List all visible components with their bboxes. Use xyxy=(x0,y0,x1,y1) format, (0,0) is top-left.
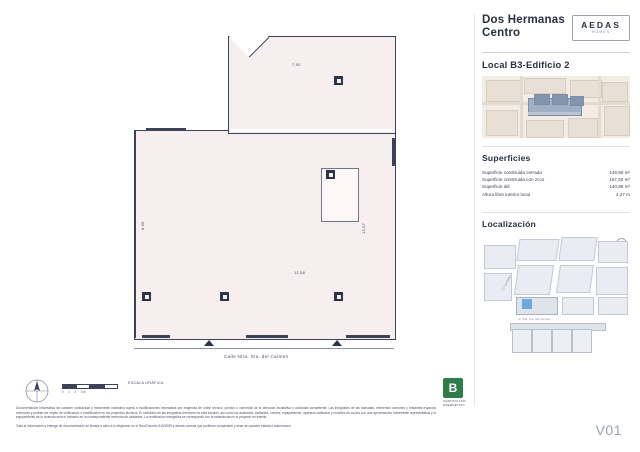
street-line xyxy=(134,348,394,349)
facade-opening xyxy=(246,335,288,338)
brand-header xyxy=(482,14,630,48)
project-name-line1: Dos Hermanas xyxy=(482,14,565,26)
aerial-render xyxy=(482,76,630,138)
plan-version-code: V01 xyxy=(595,422,622,438)
aedas-logo-text: AEDAS xyxy=(581,20,621,30)
facade-opening xyxy=(146,128,186,131)
table-row xyxy=(482,176,630,183)
column xyxy=(334,292,343,301)
map-street-label: C/ Canónigo xyxy=(500,274,512,292)
legal-paragraph-2: Toda la información y entrega de documentación se llevará a cabo a lo dispuesto en el Real Decreto 515/1989 y demás normas que pudieran completarlo y sean de carácter estatal o autonómico. xyxy=(16,423,292,428)
location-title: Localización xyxy=(482,218,536,229)
divider-location xyxy=(482,212,630,213)
scale-caption: ESCALA GRÁFICA xyxy=(128,381,164,385)
scale-tick-2: 2 xyxy=(74,390,77,394)
scale-tick-0: 0 xyxy=(62,390,64,394)
compass-icon xyxy=(24,378,50,404)
column xyxy=(142,292,151,301)
map-street-label: C/ Vda. Sra. del Carmen xyxy=(518,316,551,321)
table-row xyxy=(482,191,630,198)
dimension-left: 8,66 xyxy=(140,221,145,230)
facade-opening xyxy=(142,335,170,338)
surface-value: 167,60 m² xyxy=(609,177,630,183)
surface-value: 149,60 m² xyxy=(609,170,630,176)
divider-top xyxy=(482,52,630,53)
facade-opening xyxy=(392,138,395,166)
dimension-top: 7,92 xyxy=(292,62,301,67)
project-name xyxy=(482,14,565,40)
floor-plan xyxy=(16,18,468,368)
surface-label: Superficie construida cerrada xyxy=(482,170,542,176)
legal-disclaimer xyxy=(16,406,436,432)
column xyxy=(334,76,343,85)
aedas-logo-subtext: HOMES xyxy=(591,30,611,34)
elevation-strip xyxy=(482,323,630,353)
surfaces-title: Superficies xyxy=(482,153,531,163)
scale-ticks xyxy=(62,390,120,394)
street-name-label: Calle Ntra. Sra. del Carmen xyxy=(224,354,289,359)
scale-tick-1: 1 xyxy=(68,390,70,394)
energy-rating-square xyxy=(443,378,463,398)
energy-rating-letter: B xyxy=(448,381,458,395)
surface-value: 140,85 m² xyxy=(609,184,630,190)
location-map xyxy=(482,235,630,353)
facade-opening xyxy=(346,335,390,338)
interior-wall xyxy=(134,130,136,338)
scale-tick-3: 3 m xyxy=(80,390,86,394)
energy-rating-caption: CERTIFICADO ENERGÉTICO xyxy=(443,399,466,407)
table-row xyxy=(482,183,630,190)
surface-label: Superficie construida con zcco xyxy=(482,177,545,183)
local-title: Local B3-Edificio 2 xyxy=(482,59,570,70)
column xyxy=(326,170,335,179)
unit-outline-main xyxy=(134,130,396,340)
legal-paragraph-1: Documentación informativa sin carácter contractual y meramente ilustrativa sujeta a modificaciones necesarias por exigencia de orden técnico, jurídico o comercial de la dirección facultativa o autoridad competente. Las infografías de las fachadas, elementos comunes y restantes espacios exteriores y podrán ser objeto de verificación o modificación en los proyectos técnicos. El mobiliario de las infografías interiores no está incluido, así como los acabados, calidades, colores, equipamiento, aparatos sanitarios y muebles de cocina son una aproximación meramente representativa y el equipamiento de la vivienda será el indicado en la correspondiente memoria de calidades. La certificación energética se corresponde con la establecida en el proyecto en trámite. xyxy=(16,406,436,420)
dimension-right: 13,57 xyxy=(361,222,366,234)
surface-label: Altura libre interior local xyxy=(482,191,530,197)
aedas-logo xyxy=(572,15,630,41)
surface-value: 4,27 m xyxy=(615,191,630,197)
divider-surfaces xyxy=(482,146,630,147)
access-arrow xyxy=(204,340,214,346)
surfaces-table xyxy=(482,169,630,198)
surface-label: Superficie útil xyxy=(482,184,510,190)
dimension-bottom: 12,58 xyxy=(294,270,306,275)
access-arrow xyxy=(332,340,342,346)
column xyxy=(220,292,229,301)
panel-divider xyxy=(474,14,475,406)
graphic-scale xyxy=(62,384,120,394)
info-panel xyxy=(482,52,630,353)
energy-certificate-badge xyxy=(443,378,466,407)
project-name-line2: Centro xyxy=(482,27,521,39)
table-row xyxy=(482,169,630,176)
scale-bar xyxy=(62,384,120,389)
